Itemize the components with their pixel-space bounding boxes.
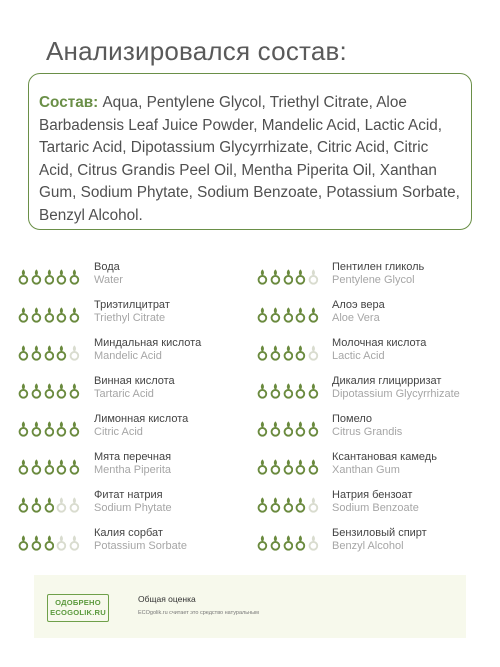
ingredient-latin-name: Dipotassium Glycyrrhizate bbox=[332, 388, 460, 400]
leaf-icon-empty bbox=[69, 344, 80, 361]
leaf-icon-filled bbox=[308, 382, 319, 399]
leaf-icon-filled bbox=[31, 420, 42, 437]
ingredient-rating bbox=[257, 268, 319, 286]
leaf-icon-filled bbox=[31, 496, 42, 513]
ingredient-latin-name: Mentha Piperita bbox=[94, 464, 172, 476]
leaf-icon-filled bbox=[56, 420, 67, 437]
ingredient-rating bbox=[18, 382, 80, 400]
ingredient-name: Миндальная кислота bbox=[94, 337, 202, 349]
leaf-icon-empty bbox=[308, 496, 319, 513]
leaf-icon-filled bbox=[295, 458, 306, 475]
leaf-icon-filled bbox=[31, 306, 42, 323]
leaf-icon-filled bbox=[257, 344, 268, 361]
ingredient-rating bbox=[18, 420, 80, 438]
ingredient-name: Бензиловый спирт bbox=[332, 527, 427, 539]
leaf-icon-empty bbox=[56, 534, 67, 551]
leaf-icon-filled bbox=[44, 306, 55, 323]
leaf-icon-empty bbox=[69, 496, 80, 513]
ingredient-name: Фитат натрия bbox=[94, 489, 163, 501]
leaf-icon-filled bbox=[56, 458, 67, 475]
ingredient-name: Молочная кислота bbox=[332, 337, 427, 349]
leaf-icon-filled bbox=[257, 496, 268, 513]
leaf-icon-filled bbox=[69, 268, 80, 285]
leaf-icon-filled bbox=[18, 458, 29, 475]
leaf-icon-filled bbox=[270, 268, 281, 285]
leaf-icon-filled bbox=[31, 344, 42, 361]
ingredient-rating bbox=[18, 496, 80, 514]
leaf-icon-filled bbox=[283, 268, 294, 285]
approval-badge-line2: ECOGOLIK.RU bbox=[50, 608, 106, 617]
leaf-icon-filled bbox=[283, 420, 294, 437]
summary-title: Общая оценка bbox=[138, 594, 196, 604]
leaf-icon-filled bbox=[69, 306, 80, 323]
leaf-icon-filled bbox=[18, 534, 29, 551]
ingredient-latin-name: Potassium Sorbate bbox=[94, 540, 187, 552]
leaf-icon-empty bbox=[56, 496, 67, 513]
ingredient-rating bbox=[257, 306, 319, 324]
ingredient-name: Натрия бензоат bbox=[332, 489, 413, 501]
ingredient-name: Дикалия глицирризат bbox=[332, 375, 442, 387]
leaf-icon-filled bbox=[31, 268, 42, 285]
leaf-icon-filled bbox=[56, 344, 67, 361]
ingredient-rating bbox=[257, 458, 319, 476]
leaf-icon-filled bbox=[283, 458, 294, 475]
ingredient-name: Пентилен гликоль bbox=[332, 261, 425, 273]
summary-bar bbox=[34, 575, 466, 638]
leaf-icon-filled bbox=[44, 268, 55, 285]
leaf-icon-filled bbox=[295, 344, 306, 361]
leaf-icon-filled bbox=[56, 382, 67, 399]
ingredient-name: Помело bbox=[332, 413, 372, 425]
ingredient-latin-name: Aloe Vera bbox=[332, 312, 380, 324]
ingredient-latin-name: Citric Acid bbox=[94, 426, 143, 438]
ingredient-latin-name: Pentylene Glycol bbox=[332, 274, 415, 286]
leaf-icon-filled bbox=[44, 420, 55, 437]
approval-badge-line1: ОДОБРЕНО bbox=[55, 598, 101, 607]
leaf-icon-filled bbox=[257, 382, 268, 399]
leaf-icon-filled bbox=[31, 534, 42, 551]
ingredient-name: Триэтилцитрат bbox=[94, 299, 170, 311]
ingredient-rating bbox=[257, 382, 319, 400]
ingredient-name: Лимонная кислота bbox=[94, 413, 189, 425]
leaf-icon-empty bbox=[308, 534, 319, 551]
leaf-icon-filled bbox=[18, 268, 29, 285]
leaf-icon-filled bbox=[295, 420, 306, 437]
leaf-icon-filled bbox=[69, 420, 80, 437]
leaf-icon-filled bbox=[257, 268, 268, 285]
leaf-icon-filled bbox=[31, 458, 42, 475]
leaf-icon-filled bbox=[308, 306, 319, 323]
ingredient-rating bbox=[257, 534, 319, 552]
leaf-icon-filled bbox=[56, 268, 67, 285]
leaf-icon-filled bbox=[257, 458, 268, 475]
leaf-icon-filled bbox=[283, 534, 294, 551]
leaf-icon-filled bbox=[56, 306, 67, 323]
ingredient-latin-name: Benzyl Alcohol bbox=[332, 540, 404, 552]
ingredient-rating bbox=[18, 268, 80, 286]
leaf-icon-filled bbox=[270, 420, 281, 437]
leaf-icon-filled bbox=[44, 382, 55, 399]
leaf-icon-filled bbox=[18, 382, 29, 399]
leaf-icon-filled bbox=[270, 382, 281, 399]
leaf-icon-filled bbox=[295, 496, 306, 513]
ingredient-rating bbox=[257, 344, 319, 362]
ingredient-name: Алоэ вера bbox=[332, 299, 385, 311]
ingredient-name: Мята перечная bbox=[94, 451, 172, 463]
ingredient-name: Винная кислота bbox=[94, 375, 175, 387]
leaf-icon-filled bbox=[257, 534, 268, 551]
leaf-icon-filled bbox=[295, 534, 306, 551]
ingredient-rating bbox=[18, 458, 80, 476]
composition-text: Aqua, Pentylene Glycol, Triethyl Citrate, Aloe Barbadensis Leaf Juice Powder, Mandelic Acid, Lactic Acid, Tartaric Acid, Dipotassium Glycyrrhizate, Citric Acid, Citric Acid, Citrus Grandis Peel Oil, Mentha Piperita Oil, Xanthan Gum, Sodium Phytate, Sodium Benzoate, Potassium Sorbate, Benzyl Alcohol. bbox=[39, 94, 460, 224]
page-title: Анализировался состав: bbox=[46, 36, 347, 66]
ingredient-name: Калия сорбат bbox=[94, 527, 163, 539]
composition-box bbox=[28, 73, 472, 230]
leaf-icon-empty bbox=[308, 344, 319, 361]
leaf-icon-filled bbox=[69, 382, 80, 399]
leaf-icon-filled bbox=[257, 420, 268, 437]
leaf-icon-empty bbox=[69, 534, 80, 551]
ingredient-latin-name: Sodium Benzoate bbox=[332, 502, 419, 514]
leaf-icon-filled bbox=[44, 458, 55, 475]
leaf-icon-filled bbox=[69, 458, 80, 475]
leaf-icon-filled bbox=[18, 496, 29, 513]
leaf-icon-filled bbox=[283, 344, 294, 361]
leaf-icon-filled bbox=[270, 306, 281, 323]
ingredient-rating bbox=[18, 534, 80, 552]
leaf-icon-filled bbox=[308, 458, 319, 475]
leaf-icon-filled bbox=[31, 382, 42, 399]
leaf-icon-filled bbox=[270, 496, 281, 513]
ingredient-rating bbox=[257, 496, 319, 514]
summary-description: ECOgolik.ru считает это средство натуральным bbox=[138, 610, 259, 616]
ingredient-rating bbox=[18, 306, 80, 324]
ingredient-name: Ксантановая камедь bbox=[332, 451, 437, 463]
composition-label: Состав: bbox=[39, 94, 99, 111]
leaf-icon-filled bbox=[270, 344, 281, 361]
leaf-icon-filled bbox=[283, 382, 294, 399]
ingredient-rating bbox=[18, 344, 80, 362]
ingredient-latin-name: Tartaric Acid bbox=[94, 388, 154, 400]
leaf-icon-filled bbox=[257, 306, 268, 323]
leaf-icon-filled bbox=[18, 306, 29, 323]
leaf-icon-filled bbox=[18, 344, 29, 361]
leaf-icon-filled bbox=[44, 344, 55, 361]
leaf-icon-filled bbox=[18, 420, 29, 437]
leaf-icon-filled bbox=[270, 534, 281, 551]
ingredient-latin-name: Water bbox=[94, 274, 123, 286]
leaf-icon-filled bbox=[283, 306, 294, 323]
ingredient-latin-name: Sodium Phytate bbox=[94, 502, 172, 514]
leaf-icon-filled bbox=[44, 496, 55, 513]
ingredient-latin-name: Triethyl Citrate bbox=[94, 312, 166, 324]
leaf-icon-filled bbox=[295, 268, 306, 285]
leaf-icon-filled bbox=[44, 534, 55, 551]
ingredient-latin-name: Citrus Grandis bbox=[332, 426, 403, 438]
ingredient-latin-name: Mandelic Acid bbox=[94, 350, 162, 362]
ingredient-rating bbox=[257, 420, 319, 438]
leaf-icon-filled bbox=[308, 420, 319, 437]
ingredient-name: Вода bbox=[94, 261, 120, 273]
leaf-icon-filled bbox=[270, 458, 281, 475]
ingredient-latin-name: Lactic Acid bbox=[332, 350, 385, 362]
leaf-icon-filled bbox=[283, 496, 294, 513]
leaf-icon-empty bbox=[308, 268, 319, 285]
leaf-icon-filled bbox=[295, 306, 306, 323]
ingredient-latin-name: Xanthan Gum bbox=[332, 464, 400, 476]
leaf-icon-filled bbox=[295, 382, 306, 399]
approval-badge bbox=[47, 594, 109, 622]
